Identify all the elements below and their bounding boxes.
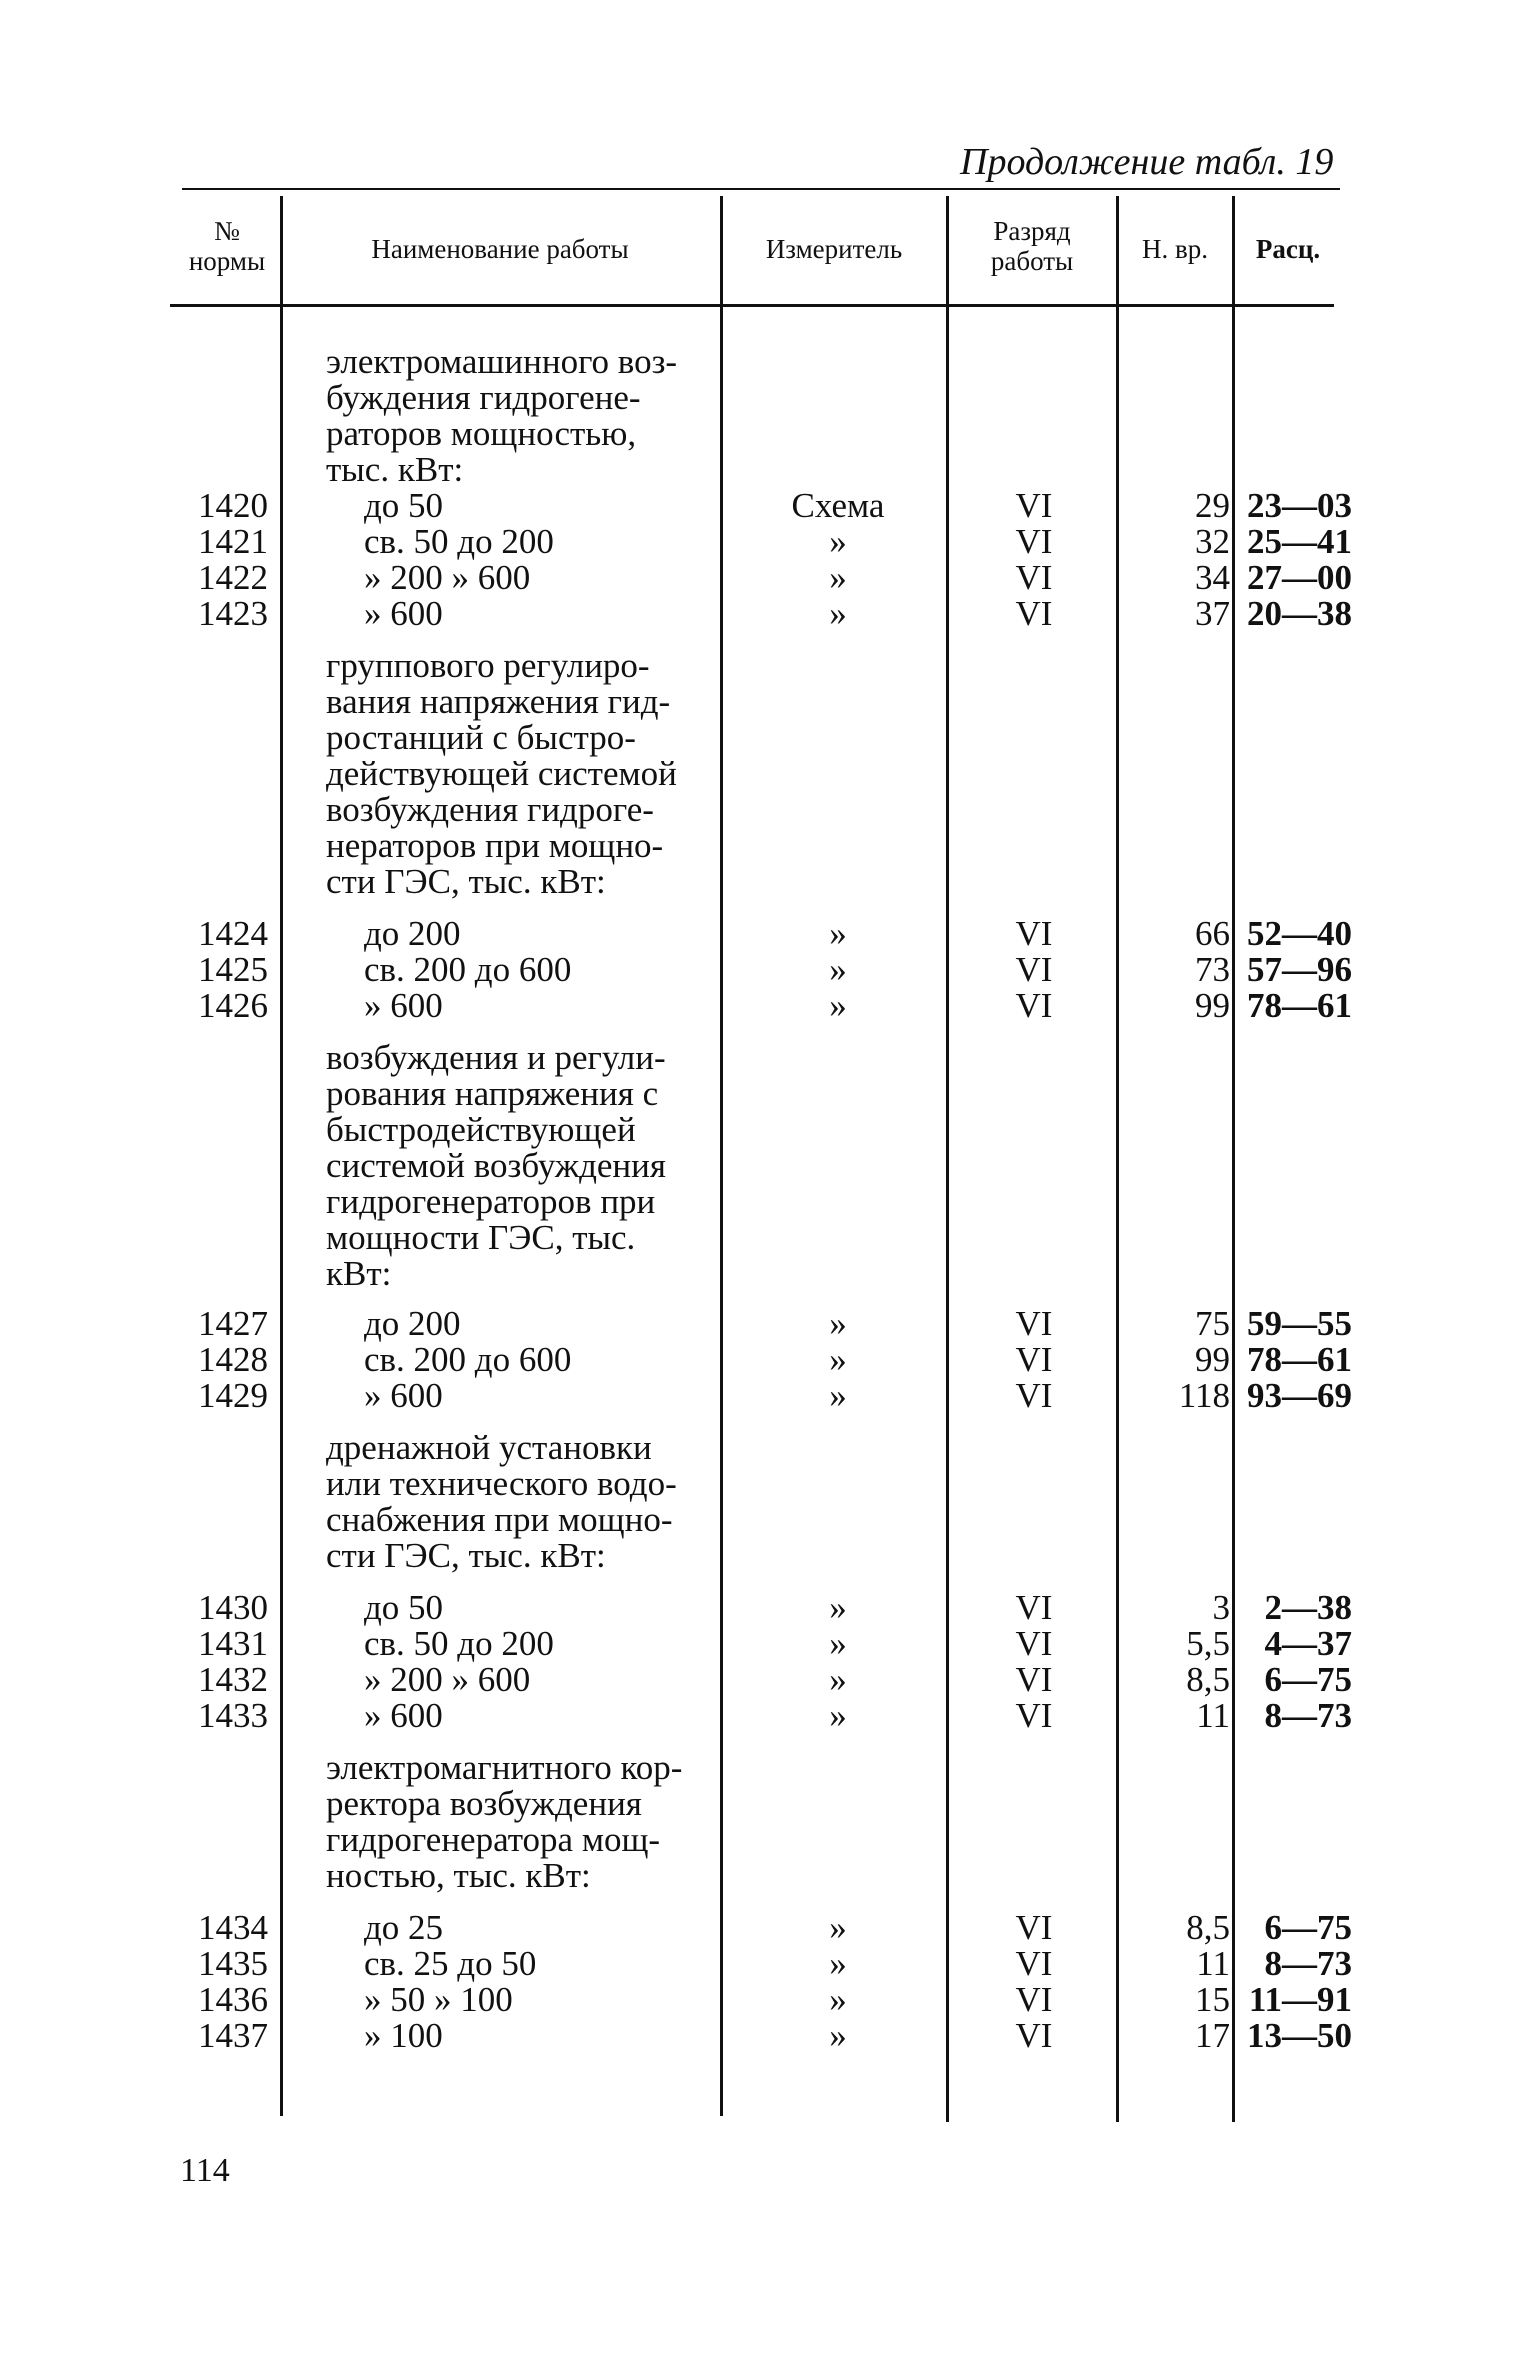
table-caption: Продолжение табл. 19: [960, 141, 1334, 183]
row-measure: »: [829, 950, 847, 989]
row-rate: 8—73: [1264, 1696, 1352, 1735]
row-rate: 78—61: [1247, 1340, 1352, 1379]
row-name: » 600: [364, 986, 443, 1025]
page-number: 114: [180, 2152, 230, 2189]
row-rate: 13—50: [1247, 2016, 1352, 2055]
row-grade: VI: [1015, 1696, 1053, 1735]
table-row: [0, 488, 1536, 524]
row-rate: 25—41: [1247, 522, 1352, 561]
section-title-line: сти ГЭС, тыс. кВт:: [326, 862, 606, 901]
header-no-label: нормы: [188, 246, 266, 276]
row-grade: VI: [1015, 1944, 1053, 1983]
row-name: до 200: [364, 1304, 461, 1343]
row-measure: »: [829, 1980, 847, 2019]
row-hours: 3: [1212, 1588, 1230, 1627]
row-number: 1434: [198, 1908, 268, 1947]
row-rate: 4—37: [1264, 1624, 1352, 1663]
row-grade: VI: [1015, 1908, 1053, 1947]
table-row: [0, 1662, 1536, 1698]
section-title-line: рования напряжения с: [326, 1074, 659, 1113]
row-grade: VI: [1015, 1304, 1053, 1343]
row-hours: 99: [1195, 986, 1230, 1025]
row-number: 1435: [198, 1944, 268, 1983]
section-title-line: мощности ГЭС, тыс.: [326, 1218, 636, 1257]
row-number: 1422: [198, 558, 268, 597]
section-title-line: буждения гидрогене-: [326, 378, 641, 417]
row-grade: VI: [1015, 950, 1053, 989]
row-number: 1429: [198, 1376, 268, 1415]
table-row: [0, 1590, 1536, 1626]
row-grade: VI: [1015, 914, 1053, 953]
column-divider: [1232, 196, 1235, 2122]
row-measure: »: [829, 1340, 847, 1379]
table-row: [0, 916, 1536, 952]
row-rate: 8—73: [1264, 1944, 1352, 1983]
row-grade: VI: [1015, 1588, 1053, 1627]
row-name: до 25: [364, 1908, 444, 1947]
section-title: [326, 344, 718, 488]
row-rate: 78—61: [1247, 986, 1352, 1025]
row-rate: 11—91: [1248, 1980, 1352, 2019]
row-measure: »: [829, 1944, 847, 1983]
section-title-line: снабжения при мощно-: [326, 1500, 673, 1539]
table-row: [0, 1698, 1536, 1734]
row-measure: »: [829, 1624, 847, 1663]
row-name: св. 200 до 600: [364, 1340, 572, 1379]
row-number: 1420: [198, 486, 268, 525]
row-name: » 200 » 600: [364, 1660, 531, 1699]
row-hours: 8,5: [1186, 1660, 1230, 1699]
row-number: 1437: [198, 2016, 268, 2055]
row-rate: 93—69: [1247, 1376, 1352, 1415]
row-hours: 99: [1195, 1340, 1230, 1379]
row-name: » 200 » 600: [364, 558, 531, 597]
table-row: [0, 988, 1536, 1024]
row-rate: 27—00: [1247, 558, 1352, 597]
row-name: св. 50 до 200: [364, 1624, 554, 1663]
section-title-line: группового регулиро-: [326, 646, 650, 685]
column-divider: [946, 196, 949, 2122]
row-measure: »: [829, 986, 847, 1025]
row-hours: 17: [1195, 2016, 1230, 2055]
row-number: 1425: [198, 950, 268, 989]
section-title: [326, 1040, 718, 1292]
row-name: до 50: [364, 486, 444, 525]
row-number: 1430: [198, 1588, 268, 1627]
row-hours: 66: [1195, 914, 1230, 953]
row-number: 1432: [198, 1660, 268, 1699]
section-title-line: гидрогенератора мощ-: [326, 1820, 661, 1859]
row-name: до 200: [364, 914, 461, 953]
row-name: » 600: [364, 1696, 443, 1735]
row-name: св. 50 до 200: [364, 522, 554, 561]
section-title-line: возбуждения гидроге-: [326, 790, 654, 829]
header-name: Наименование работы: [371, 234, 629, 264]
section-title: [326, 648, 718, 900]
section-title-line: электромашинного воз-: [326, 342, 678, 381]
section-title-line: быстродействующей: [326, 1110, 636, 1149]
row-measure: »: [829, 594, 847, 633]
row-rate: 6—75: [1264, 1908, 1352, 1947]
section-title-line: раторов мощностью,: [326, 414, 637, 453]
table-row: [0, 1306, 1536, 1342]
section-title-line: гидрогенераторов при: [326, 1182, 656, 1221]
row-grade: VI: [1015, 1980, 1053, 2019]
row-hours: 5,5: [1186, 1624, 1230, 1663]
row-number: 1426: [198, 986, 268, 1025]
header-grade-line1: Разряд: [993, 216, 1071, 246]
header-no: [180, 216, 274, 276]
table-row: [0, 952, 1536, 988]
row-hours: 34: [1195, 558, 1230, 597]
header-no-symbol: №: [214, 216, 240, 246]
column-divider: [720, 196, 723, 2116]
row-number: 1424: [198, 914, 268, 953]
section-title-line: ностью, тыс. кВт:: [326, 1856, 591, 1895]
section-title-line: нераторов при мощно-: [326, 826, 664, 865]
header-grade: [952, 216, 1112, 276]
row-hours: 29: [1195, 486, 1230, 525]
row-measure: »: [829, 1304, 847, 1343]
section-title-line: действующей системой: [326, 754, 677, 793]
row-rate: 20—38: [1247, 594, 1352, 633]
row-hours: 73: [1195, 950, 1230, 989]
row-rate: 23—03: [1247, 486, 1352, 525]
row-name: до 50: [364, 1588, 444, 1627]
row-measure: »: [829, 1908, 847, 1947]
row-hours: 15: [1195, 1980, 1230, 2019]
row-grade: VI: [1015, 594, 1053, 633]
row-measure: »: [829, 1696, 847, 1735]
section-title-line: кВт:: [326, 1254, 392, 1293]
row-grade: VI: [1015, 986, 1053, 1025]
row-grade: VI: [1015, 1624, 1053, 1663]
section-title-line: или технического водо-: [326, 1464, 677, 1503]
row-grade: VI: [1015, 522, 1053, 561]
table-row: [0, 2018, 1536, 2054]
row-rate: 2—38: [1264, 1588, 1352, 1627]
row-number: 1431: [198, 1624, 268, 1663]
section-title-line: дренажной установки: [326, 1428, 652, 1467]
row-name: » 600: [364, 1376, 443, 1415]
table-row: [0, 596, 1536, 632]
header-top-rule: [182, 188, 1340, 190]
column-divider: [1116, 196, 1119, 2122]
column-divider: [280, 196, 283, 2116]
row-number: 1427: [198, 1304, 268, 1343]
section-title-line: тыс. кВт:: [326, 450, 464, 489]
row-rate: 6—75: [1264, 1660, 1352, 1699]
table-row: [0, 560, 1536, 596]
row-hours: 8,5: [1186, 1908, 1230, 1947]
section-title-line: электромагнитного кор-: [326, 1748, 683, 1787]
row-grade: VI: [1015, 1340, 1053, 1379]
section-title: [326, 1750, 718, 1894]
section-title-line: сти ГЭС, тыс. кВт:: [326, 1536, 606, 1575]
table-row: [0, 1626, 1536, 1662]
row-number: 1423: [198, 594, 268, 633]
table-row: [0, 1910, 1536, 1946]
row-hours: 11: [1196, 1944, 1230, 1983]
header-rate: Расц.: [1255, 234, 1321, 264]
row-grade: VI: [1015, 2016, 1053, 2055]
table-row: [0, 1982, 1536, 2018]
row-rate: 59—55: [1247, 1304, 1352, 1343]
row-measure: »: [829, 1588, 847, 1627]
section-title-line: системой возбуждения: [326, 1146, 666, 1185]
row-hours: 32: [1195, 522, 1230, 561]
row-rate: 57—96: [1247, 950, 1352, 989]
row-hours: 118: [1178, 1376, 1230, 1415]
section-title-line: ректора возбуждения: [326, 1784, 642, 1823]
row-name: » 100: [364, 2016, 443, 2055]
row-number: 1436: [198, 1980, 268, 2019]
table-row: [0, 1342, 1536, 1378]
table-row: [0, 1946, 1536, 1982]
row-name: » 600: [364, 594, 443, 633]
row-number: 1421: [198, 522, 268, 561]
header-bottom-rule: [170, 304, 1334, 307]
header-measure: Измеритель: [765, 234, 903, 264]
row-grade: VI: [1015, 486, 1053, 525]
header-grade-line2: работы: [990, 246, 1074, 276]
row-name: » 50 » 100: [364, 1980, 513, 2019]
section-title-line: вания напряжения гид-: [326, 682, 671, 721]
table-row: [0, 524, 1536, 560]
row-measure: »: [829, 522, 847, 561]
row-number: 1433: [198, 1696, 268, 1735]
row-measure: Схема: [791, 486, 885, 525]
section-title-line: возбуждения и регули-: [326, 1038, 666, 1077]
row-hours: 75: [1195, 1304, 1230, 1343]
row-grade: VI: [1015, 1376, 1053, 1415]
row-measure: »: [829, 558, 847, 597]
section-title-line: ростанций с быстро-: [326, 718, 636, 757]
row-name: св. 200 до 600: [364, 950, 572, 989]
row-measure: »: [829, 914, 847, 953]
row-measure: »: [829, 1660, 847, 1699]
row-name: св. 25 до 50: [364, 1944, 537, 1983]
row-measure: »: [829, 2016, 847, 2055]
row-grade: VI: [1015, 1660, 1053, 1699]
row-grade: VI: [1015, 558, 1053, 597]
section-title: [326, 1430, 718, 1574]
row-hours: 37: [1195, 594, 1230, 633]
header-hours: Н. вр.: [1142, 234, 1208, 264]
row-rate: 52—40: [1247, 914, 1352, 953]
row-measure: »: [829, 1376, 847, 1415]
row-hours: 11: [1196, 1696, 1230, 1735]
row-number: 1428: [198, 1340, 268, 1379]
table-row: [0, 1378, 1536, 1414]
